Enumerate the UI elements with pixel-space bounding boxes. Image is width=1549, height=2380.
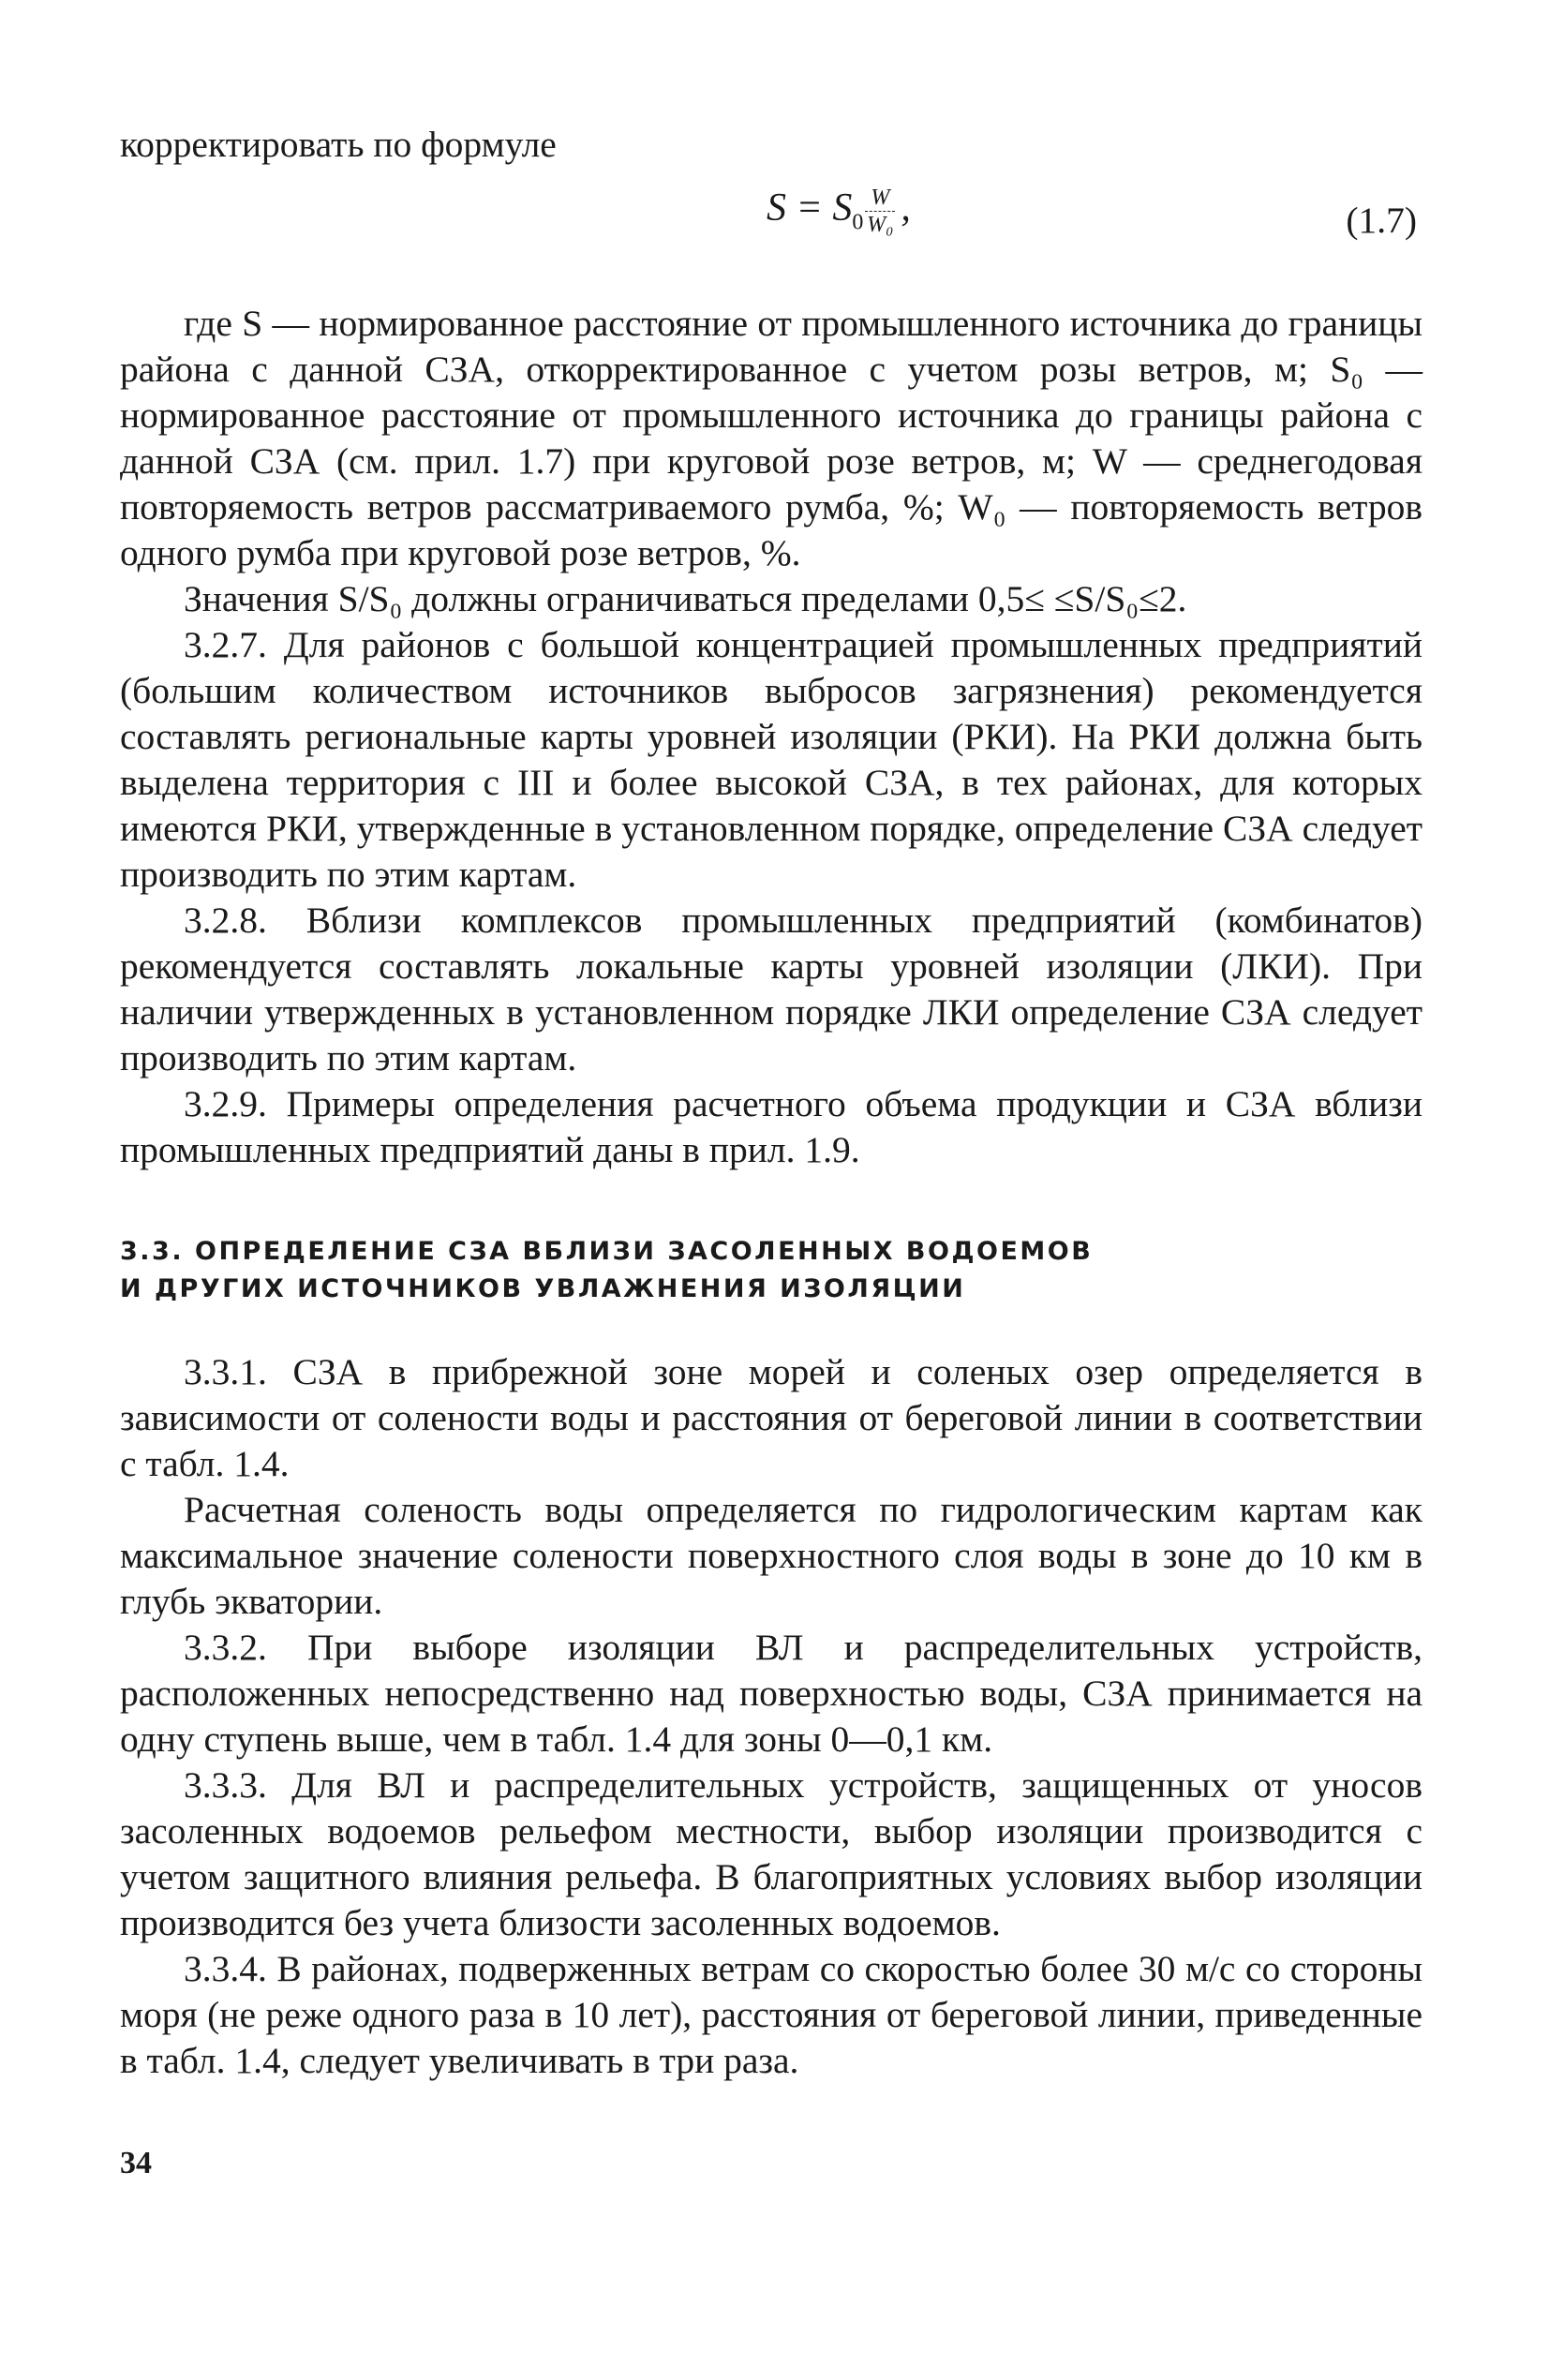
page-number: 34 <box>120 2146 152 2180</box>
section-heading <box>120 1233 1422 1308</box>
paragraph-definitions: где S — нормированное расстояние от промышленного источника до границы района с данной СЗА, откорректированное с учетом розы ветров, м; S₀ — нормированное расстояние от промышленного источника до границы района с данной СЗА (см. прил. 1.7) при круговой розе ветров, м; W — среднегодовая повторяемость ветров рассматриваемого румба, %; W₀ — повторяемость ветров одного румба при круговой розе ветров, %. <box>120 303 1422 573</box>
formula-label: (1.7) <box>1346 200 1417 241</box>
paragraph-3-3-4: 3.3.4. В районах, подверженных ветрам со скоростью более 30 м/с со стороны моря (не реже одного раза в 10 лет), расстояния от береговой линии, приведенные в табл. 1.4, следует увеличивать в три раза. <box>120 1948 1422 2081</box>
paragraph-salinity: Расчетная соленость воды определяется по гидрологическим картам как максимальное значение солености поверхностного слоя воды в зоне до 10 км в глубь экватории. <box>120 1489 1422 1622</box>
formula-1-7 <box>767 185 911 246</box>
paragraph-3-2-9: 3.2.9. Примеры определения расчетного объема продукции и СЗА вблизи промышленных предприятий даны в прил. 1.9. <box>120 1083 1422 1170</box>
formula-numerator: W <box>865 185 895 212</box>
formula-row <box>120 179 1422 301</box>
paragraph-3-3-3: 3.3.3. Для ВЛ и распределительных устройств, защищенных от уносов засоленных водоемов рельефом местности, выбор изоляции производится с учетом защитного влияния рельефа. В благоприятных условиях выбор изоляции производится без учета близости засоленных водоемов. <box>120 1764 1422 1943</box>
formula-comma: , <box>901 186 911 231</box>
paragraph-3-2-7: 3.2.7. Для районов с большой концентрацией промышленных предприятий (большим количеством источников выбросов загрязнения) рекомендуется составлять региональные карты уровней изоляции (РКИ). На РКИ должна быть выделена территория с III и более высокой СЗА, в тех районах, для которых имеются РКИ, утвержденные в установленном порядке, определение СЗА следует производить по этим картам. <box>120 624 1422 895</box>
intro-line: корректировать по формуле <box>120 124 557 165</box>
formula-fraction <box>865 185 895 238</box>
paragraph-3-3-1: 3.3.1. СЗА в прибрежной зоне морей и соленых озер определяется в зависимости от солености воды и расстояния от береговой линии в соответствии с табл. 1.4. <box>120 1351 1422 1484</box>
paragraph-3-3-2: 3.3.2. При выборе изоляции ВЛ и распределительных устройств, расположенных непосредственно над поверхностью воды, СЗА принимается на одну ступень выше, чем в табл. 1.4 для зоны 0—0,1 км. <box>120 1627 1422 1760</box>
paragraph-limits: Значения S/S₀ должны ограничиваться пределами 0,5≤ ≤S/S₀≤2. <box>184 578 1187 619</box>
section-heading-line-1: 3.3. ОПРЕДЕЛЕНИЕ СЗА ВБЛИЗИ ЗАСОЛЕННЫХ ВОДОЕМОВ <box>120 1237 1094 1266</box>
formula-denominator: W₀ <box>867 213 894 237</box>
formula-lhs: S = S <box>767 186 853 231</box>
page-body <box>120 122 1422 2084</box>
section-heading-line-2: И ДРУГИХ ИСТОЧНИКОВ УВЛАЖНЕНИЯ ИЗОЛЯЦИИ <box>120 1274 966 1303</box>
formula-sub: 0 <box>852 210 864 235</box>
paragraph-3-2-8: 3.2.8. Вблизи комплексов промышленных предприятий (комбинатов) рекомендуется составлять локальные карты уровней изоляции (ЛКИ). При наличии утвержденных в установленном порядке ЛКИ определение СЗА следует производить по этим картам. <box>120 900 1422 1078</box>
